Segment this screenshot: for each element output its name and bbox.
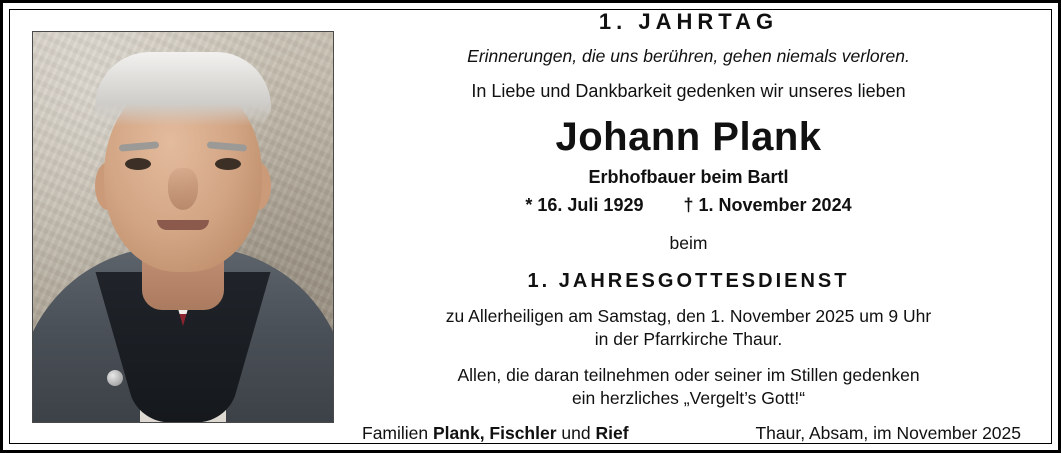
anniversary-heading: 1. JAHRTAG (598, 8, 779, 34)
service-detail-line-2: in der Pfarrkirche Thaur. (594, 329, 783, 350)
portrait-container (10, 10, 344, 443)
families-prefix: Familien (362, 423, 433, 444)
mouth-shape (157, 220, 209, 230)
families-last-name: Rief (595, 423, 629, 444)
portrait-person (33, 32, 333, 422)
memorial-motto: Erinnerungen, die uns berühren, gehen niemals verloren. (467, 46, 910, 67)
deceased-name: Johann Plank (555, 114, 822, 159)
eye-right-shape (215, 158, 241, 170)
memorial-intro: In Liebe und Dankbarkeit gedenken wir unseres lieben (471, 80, 906, 101)
connector-text: beim (669, 233, 708, 254)
families-names: Plank, Fischler (433, 423, 557, 444)
families-line (362, 423, 629, 444)
deceased-epithet: Erbhofbauer beim Bartl (588, 167, 789, 188)
service-detail-line-1: zu Allerheiligen am Samstag, den 1. November 2025 um 9 Uhr (445, 306, 932, 327)
life-dates (352, 195, 1025, 217)
death-date: † 1. November 2024 (683, 195, 852, 216)
portrait-photo (32, 31, 334, 423)
places-and-date: Thaur, Absam, im November 2025 (755, 423, 1021, 444)
eye-left-shape (125, 158, 151, 170)
thanks-line-2: ein herzliches „Vergelt’s Gott!“ (571, 388, 806, 409)
thanks-line-1: Allen, die daran teilnehmen oder seiner im Stillen gedenken (457, 364, 920, 385)
nose-shape (168, 168, 198, 210)
families-conjunction: und (556, 423, 596, 444)
service-title: 1. JAHRESGOTTESDIENST (527, 269, 850, 292)
memorial-text-column (344, 10, 1051, 443)
jacket-badge (107, 370, 123, 386)
memorial-notice-inner (9, 9, 1052, 444)
birth-date: * 16. Juli 1929 (525, 195, 644, 216)
hair-shape (95, 52, 271, 126)
memorial-footer (352, 423, 1025, 444)
